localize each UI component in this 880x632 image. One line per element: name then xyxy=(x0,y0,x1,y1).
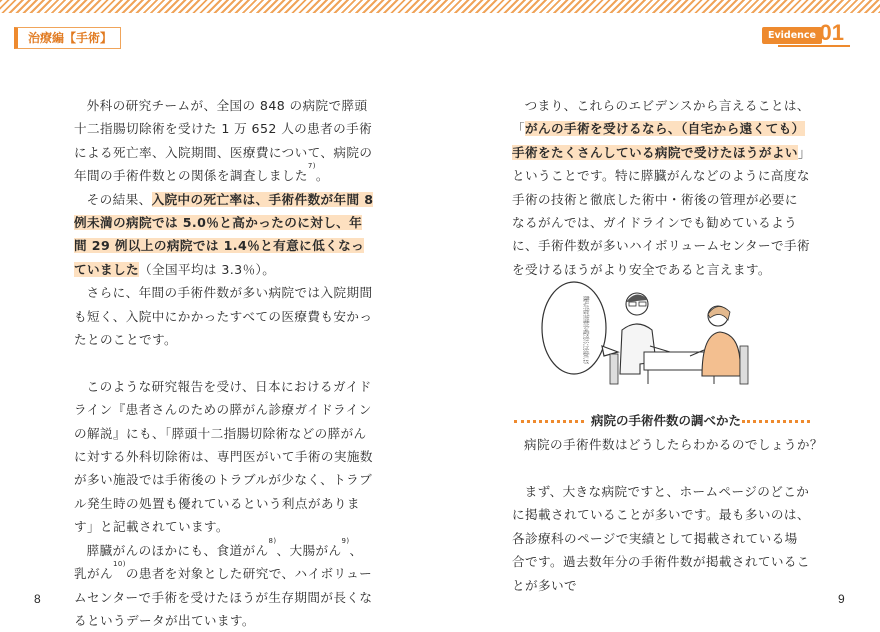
speech-bubble-text: 膵臓がんの手術は手術件数の多い病院で受けることをお勧めします xyxy=(582,296,590,491)
paragraph: このような研究報告を受け、日本におけるガイドライン『患者さんのための膵がん診療ガイドラインの解説』にも、「膵頭十二指腸切除術などの膵がんに対する外科切除術は、専門医がいて手術の実施数が多い施設では手術後のトラブルが少なく、トラブル発生時の処置も優れているという利点があります」と記載されています。 xyxy=(74,378,373,535)
evidence-badge: Evidence xyxy=(762,27,822,44)
text-span: 、大腸がん xyxy=(276,542,342,558)
text-span: その結果、 xyxy=(86,191,152,207)
highlighted-text: がんの手術を受けるなら、（自宅から遠くても）手術をたくさんしている病院で受けたほうがよい xyxy=(512,121,805,160)
text-span: 膵臓がんのほかにも、食道がん xyxy=(86,542,269,558)
left-page-text xyxy=(74,94,374,632)
paragraph xyxy=(74,94,374,188)
paragraph xyxy=(512,94,810,281)
text-span: の患者を対象とした研究で、ハイボリュームセンターで手術を受けたほうが生存期間が長くなるというデータが出ています。 xyxy=(74,566,373,628)
paragraph xyxy=(74,188,374,282)
section-title: 病院の手術件数の調べかた xyxy=(591,413,742,428)
page-number-left: 8 xyxy=(34,592,41,606)
right-page-text-2 xyxy=(512,480,810,597)
section-question: 病院の手術件数はどうしたらわかるのでしょうか？ xyxy=(524,437,823,452)
text-span: つまり、これらのエビデンスから言えることは、「 xyxy=(512,98,810,137)
citation: 10) xyxy=(112,560,126,569)
page-number-right: 9 xyxy=(838,592,845,606)
text-span: 外科の研究チームが、全国の 848 の病院で膵頭十二指腸切除術を受けた 1 万 652 人の患者の手術による死亡率、入院期間、医療費について、病院の年間の手術件数との関係を調査しました xyxy=(74,98,373,184)
text-span: 、乳がん xyxy=(74,542,363,582)
text-span: 。 xyxy=(315,168,329,184)
chapter-label: 治療編 xyxy=(28,31,65,45)
paragraph: さらに、年間の手術件数が多い病院では入院期間も短く、入院中にかかったすべての医療費も安かったとのことです。 xyxy=(74,285,373,348)
evidence-number: 01 xyxy=(819,20,844,45)
header-stripe xyxy=(0,0,880,13)
spacer xyxy=(74,351,374,374)
heading-dots-right xyxy=(742,420,810,423)
evidence-underline xyxy=(778,45,850,47)
citation: 8) xyxy=(268,536,277,545)
paragraph xyxy=(74,536,374,632)
section-heading xyxy=(510,412,810,430)
chapter-tag xyxy=(14,27,121,49)
chapter-sub-label: 【手術】 xyxy=(64,31,113,45)
right-page-text xyxy=(512,94,810,281)
highlighted-text: 入院中の死亡率は、手術件数が年間 8 例未満の病院では 5.0％と高かったのに対し、年間 29 例以上の病院では 1.4％と有意に低くなっていました xyxy=(74,191,374,277)
paragraph: まず、大きな病院ですと、ホームページのどこかに掲載されていることが多いです。最も多いのは、各診療科のページで実績として掲載されている場合です。過去数年分の手術件数が掲載されていることが多いで xyxy=(512,484,810,593)
citation: 7) xyxy=(307,162,316,171)
heading-dots-left xyxy=(514,420,584,423)
text-span: （全国平均は 3.3％）。 xyxy=(138,261,276,277)
text-span: 」ということです。特に膵臓がんなどのように高度な手術の技術と徹底した術中・術後の管理が必要になるがんでは、ガイドラインでも勧めているように、手術件数が多いハイボリュームセンターで手術を受けるほうがより安全であると言えます。 xyxy=(512,144,810,277)
citation: 9) xyxy=(341,536,350,545)
